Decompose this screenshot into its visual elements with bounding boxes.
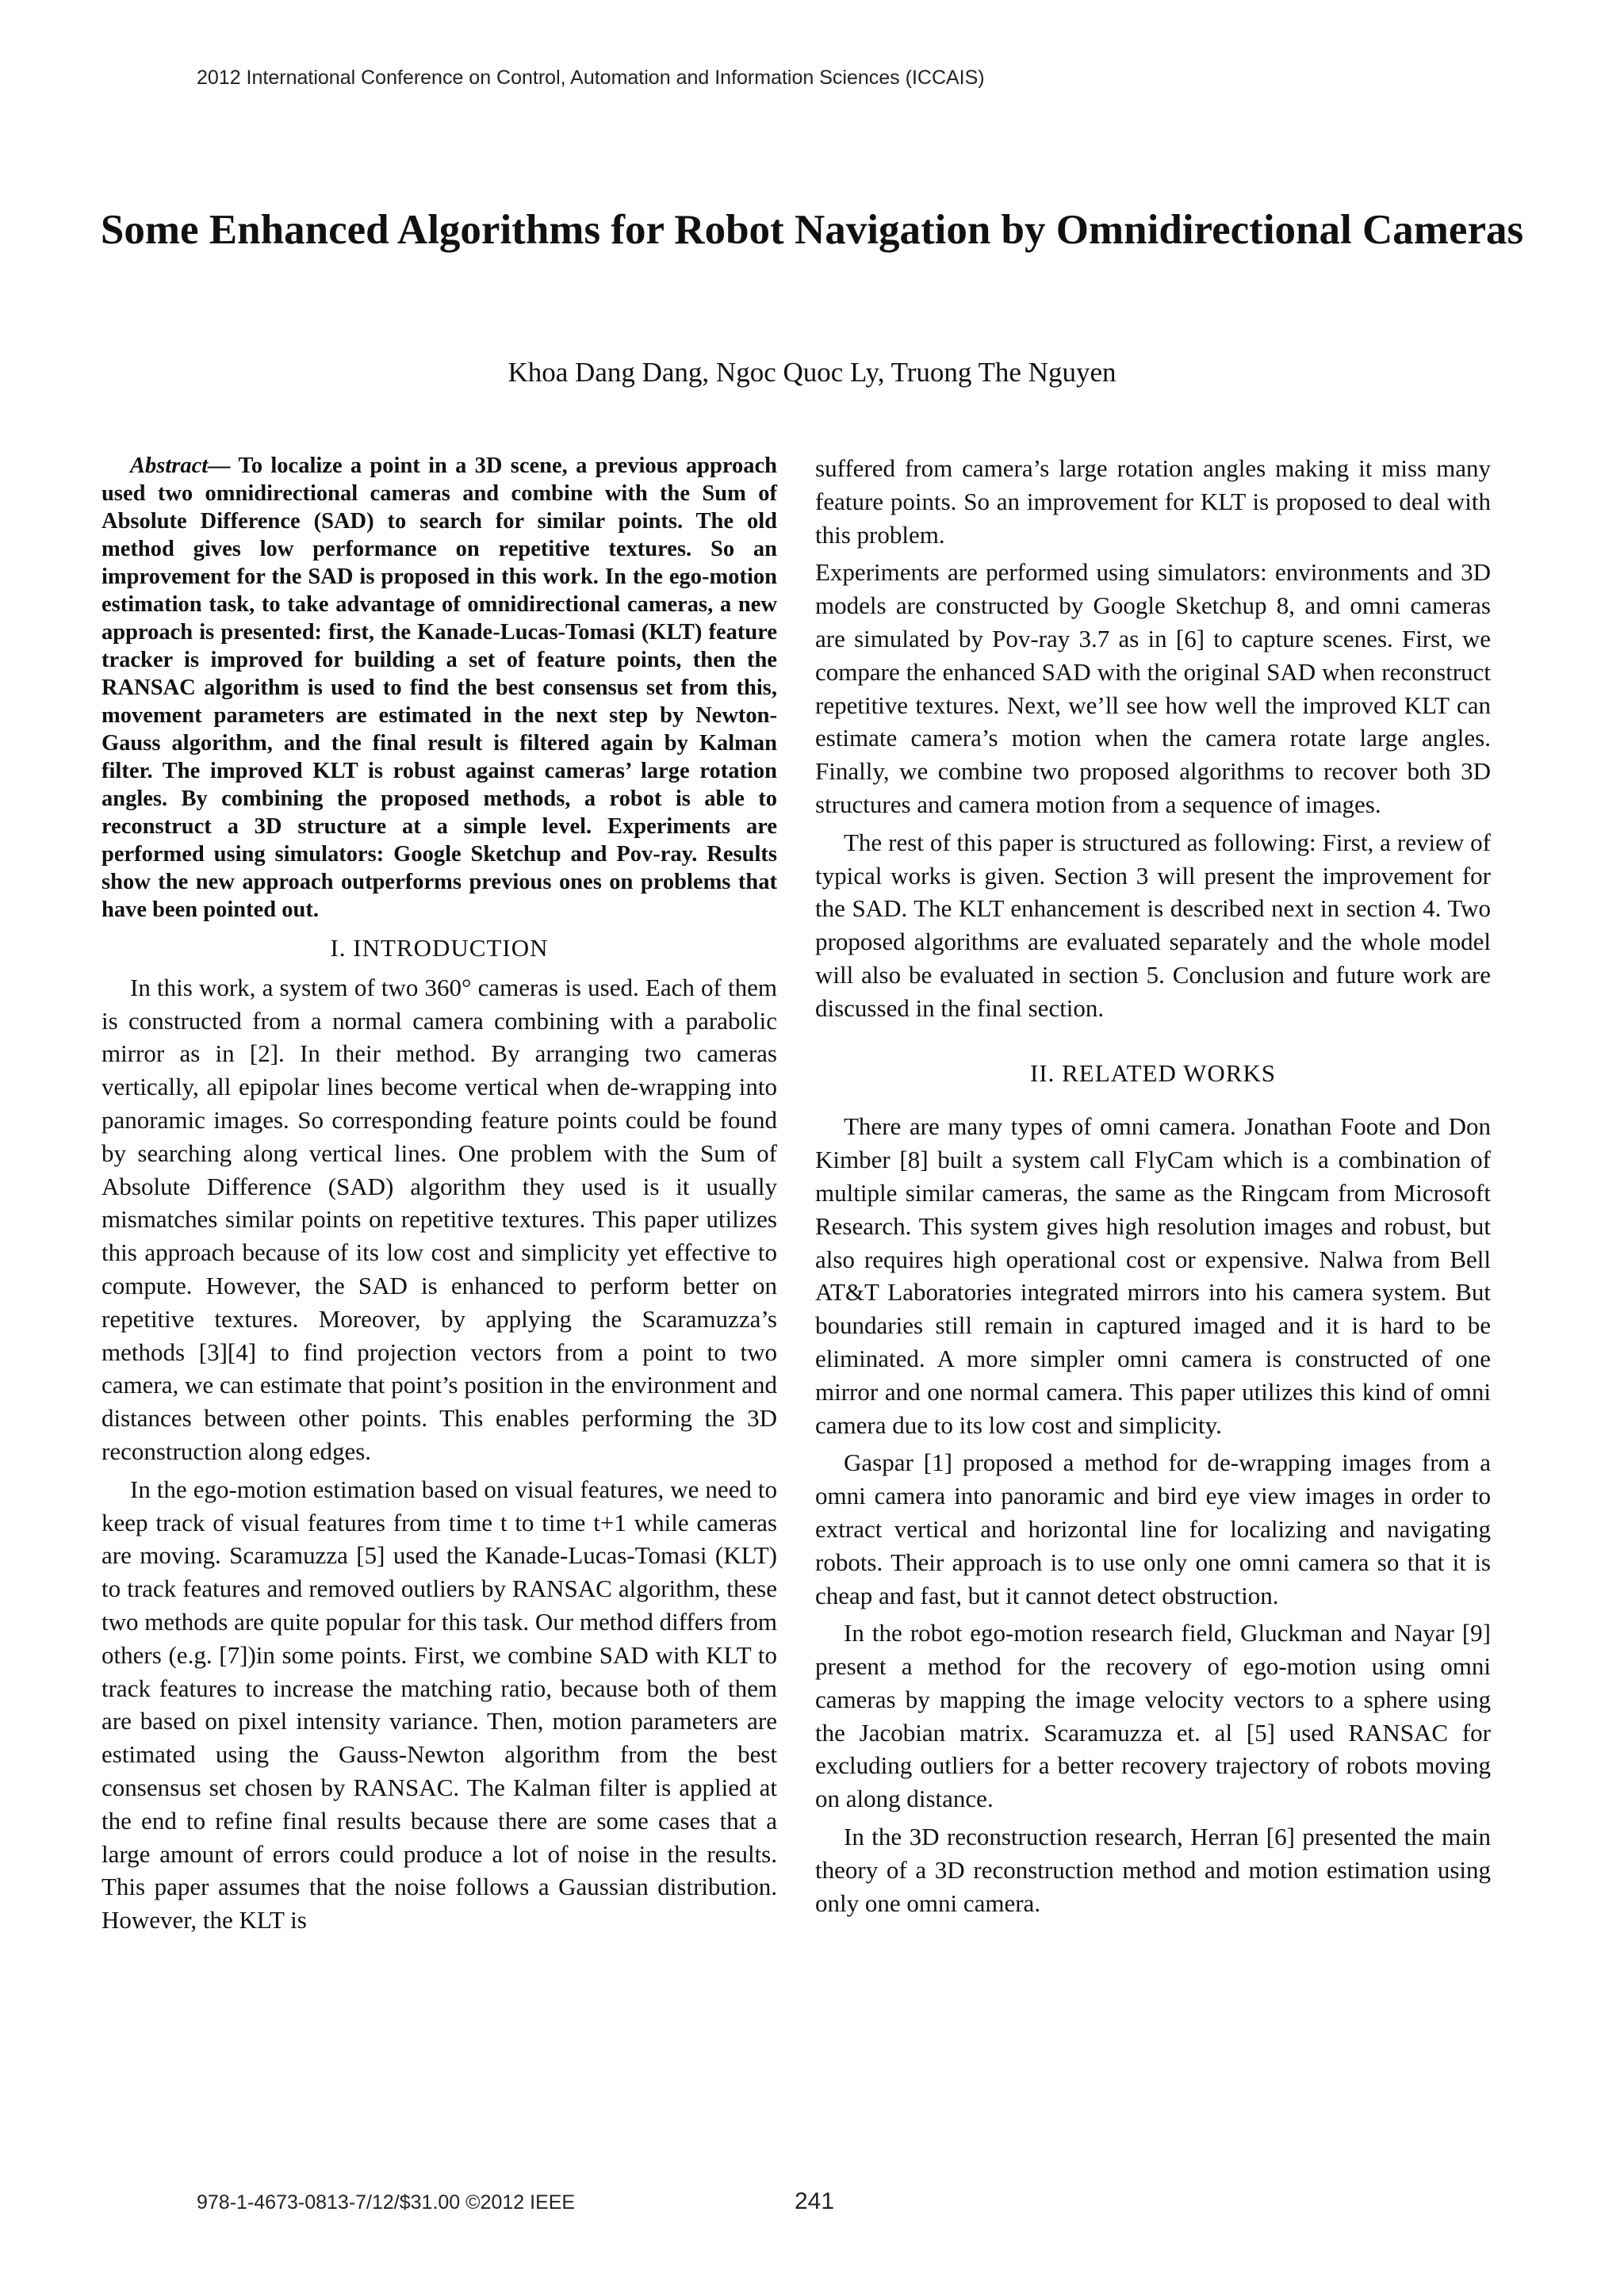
- paper-authors: Khoa Dang Dang, Ngoc Quoc Ly, Truong The Nguyen: [508, 357, 1116, 388]
- right-column: [815, 452, 1491, 1919]
- intro-paragraph-2: In the ego-motion estimation based on visual features, we need to keep track of visual features from time t to time t+1 while cameras are moving. Scaramuzza [5] used the Kanade-Lucas-Tomasi (KLT) to track features and removed outliers by RANSAC algorithm, these two methods are quite popular for this task. Our method differs from others (e.g. [7])in some points. First, we combine SAD with KLT to track features to increase the matching ratio, because both of them are based on pixel intensity variance. Then, motion parameters are estimated using the Gauss-Newton algorithm from the best consensus set chosen by RANSAC. The Kalman filter is applied at the end to refine final results because there are some cases that a large amount of errors could produce a lot of noise in the results. This paper assumes that the noise follows a Gaussian distribution. However, the KLT is: [102, 1475, 777, 1934]
- abstract: [102, 452, 777, 924]
- abstract-lead: Abstract—: [130, 453, 231, 478]
- related-paragraph-3: In the robot ego-motion research field, Gluckman and Nayar [9] present a method for the recovery of ego-motion using omni cameras by mapping the image velocity vectors to a sphere using the Jacobian matrix. Scaramuzza et. al [5] used RANSAC for excluding outliers for a better recovery trajectory of robots moving on along distance.: [815, 1619, 1491, 1813]
- intro-paragraph-1: In this work, a system of two 360° cameras is used. Each of them is constructed from a normal camera combining with a parabolic mirror as in [2]. In their method. By arranging two cameras vertically, all epipolar lines become vertical when de-wrapping into panoramic images. So corresponding feature points could be found by searching along vertical lines. One problem with the Sum of Absolute Difference (SAD) algorithm they used is it usually mismatches similar points on repetitive textures. This paper utilizes this approach because of its low cost and simplicity yet effective to compute. However, the SAD is enhanced to perform better on repetitive textures. Moreover, by applying the Scaramuzza’s methods [3][4] to find projection vectors from a point to two camera, we can estimate that point’s position in the environment and distances between other points. This enables performing the 3D reconstruction along edges.: [102, 973, 777, 1465]
- conference-header: 2012 International Conference on Control, Automation and Information Sciences (ICCAIS): [197, 67, 985, 89]
- related-paragraph-4: In the 3D reconstruction research, Herran [6] presented the main theory of a 3D reconstruction method and motion estimation using only one omni camera.: [815, 1823, 1491, 1917]
- related-paragraph-1: There are many types of omni camera. Jonathan Foote and Don Kimber [8] built a system call FlyCam which is a combination of multiple similar cameras, the same as the Ringcam from Microsoft Research. This system gives high resolution images and robust, but also requires high operational cost or expensive. Nalwa from Bell AT&T Laboratories integrated mirrors into his camera system. But boundaries still remain in captured imaged and it is hard to be eliminated. A more simpler omni camera is constructed of one mirror and one normal camera. This paper utilizes this kind of omni camera due to its low cost and simplicity.: [815, 1112, 1491, 1439]
- abstract-text: To localize a point in a 3D scene, a previous approach used two omnidirectional cameras and combine with the Sum of Absolute Difference (SAD) to search for similar points. The old method gives low performance on repetitive textures. So an improvement for the SAD is proposed in this work. In the ego-motion estimation task, to take advantage of omnidirectional cameras, a new approach is presented: first, the Kanade-Lucas-Tomasi (KLT) feature tracker is improved for building a set of feature points, then the RANSAC algorithm is used to find the best consensus set from this, movement parameters are estimated in the next step by Newton-Gauss algorithm, and the final result is filtered again by Kalman filter. The improved KLT is robust against cameras’ large rotation angles. By combining the proposed methods, a robot is able to reconstruct a 3D structure at a simple level. Experiments are performed using simulators: Google Sketchup and Pov-ray. Results show the new approach outperforms previous ones on problems that have been pointed out.: [102, 453, 777, 922]
- related-paragraph-2: Gaspar [1] proposed a method for de-wrapping images from a omni camera into panoramic and bird eye view images in order to extract vertical and horizontal line for localizing and navigating robots. Their approach is to use only one omni camera so that it is cheap and fast, but it cannot detect obstruction.: [815, 1448, 1491, 1609]
- section-heading-introduction: I. INTRODUCTION: [330, 934, 549, 962]
- paper-title: Some Enhanced Algorithms for Robot Navigation by Omnidirectional Cameras: [100, 207, 1524, 253]
- intro-paragraph-4: Experiments are performed using simulators: environments and 3D models are constructed by Google Sketchup 8, and omni cameras are simulated by Pov-ray 3.7 as in [6] to capture scenes. First, we compare the enhanced SAD with the original SAD when reconstruct repetitive textures. Next, we’ll see how well the improved KLT can estimate camera’s motion when the camera rotate large angles. Finally, we combine two proposed algorithms to recover both 3D structures and camera motion from a sequence of images.: [815, 558, 1491, 818]
- page-number: 241: [795, 2188, 835, 2214]
- left-column: [102, 452, 777, 1937]
- intro-paragraph-3: suffered from camera’s large rotation angles making it miss many feature points. So an improvement for KLT is proposed to deal with this problem.: [815, 454, 1491, 549]
- intro-paragraph-5: The rest of this paper is structured as following: First, a review of typical works is given. Section 3 will present the improvement for the SAD. The KLT enhancement is described next in section 4. Two proposed algorithms are evaluated separately and the whole model will also be evaluated in section 5. Conclusion and future work are discussed in the final section.: [815, 828, 1491, 1022]
- copyright-footer: 978-1-4673-0813-7/12/$31.00 ©2012 IEEE: [197, 2191, 576, 2214]
- section-heading-related-works: II. RELATED WORKS: [1029, 1058, 1277, 1087]
